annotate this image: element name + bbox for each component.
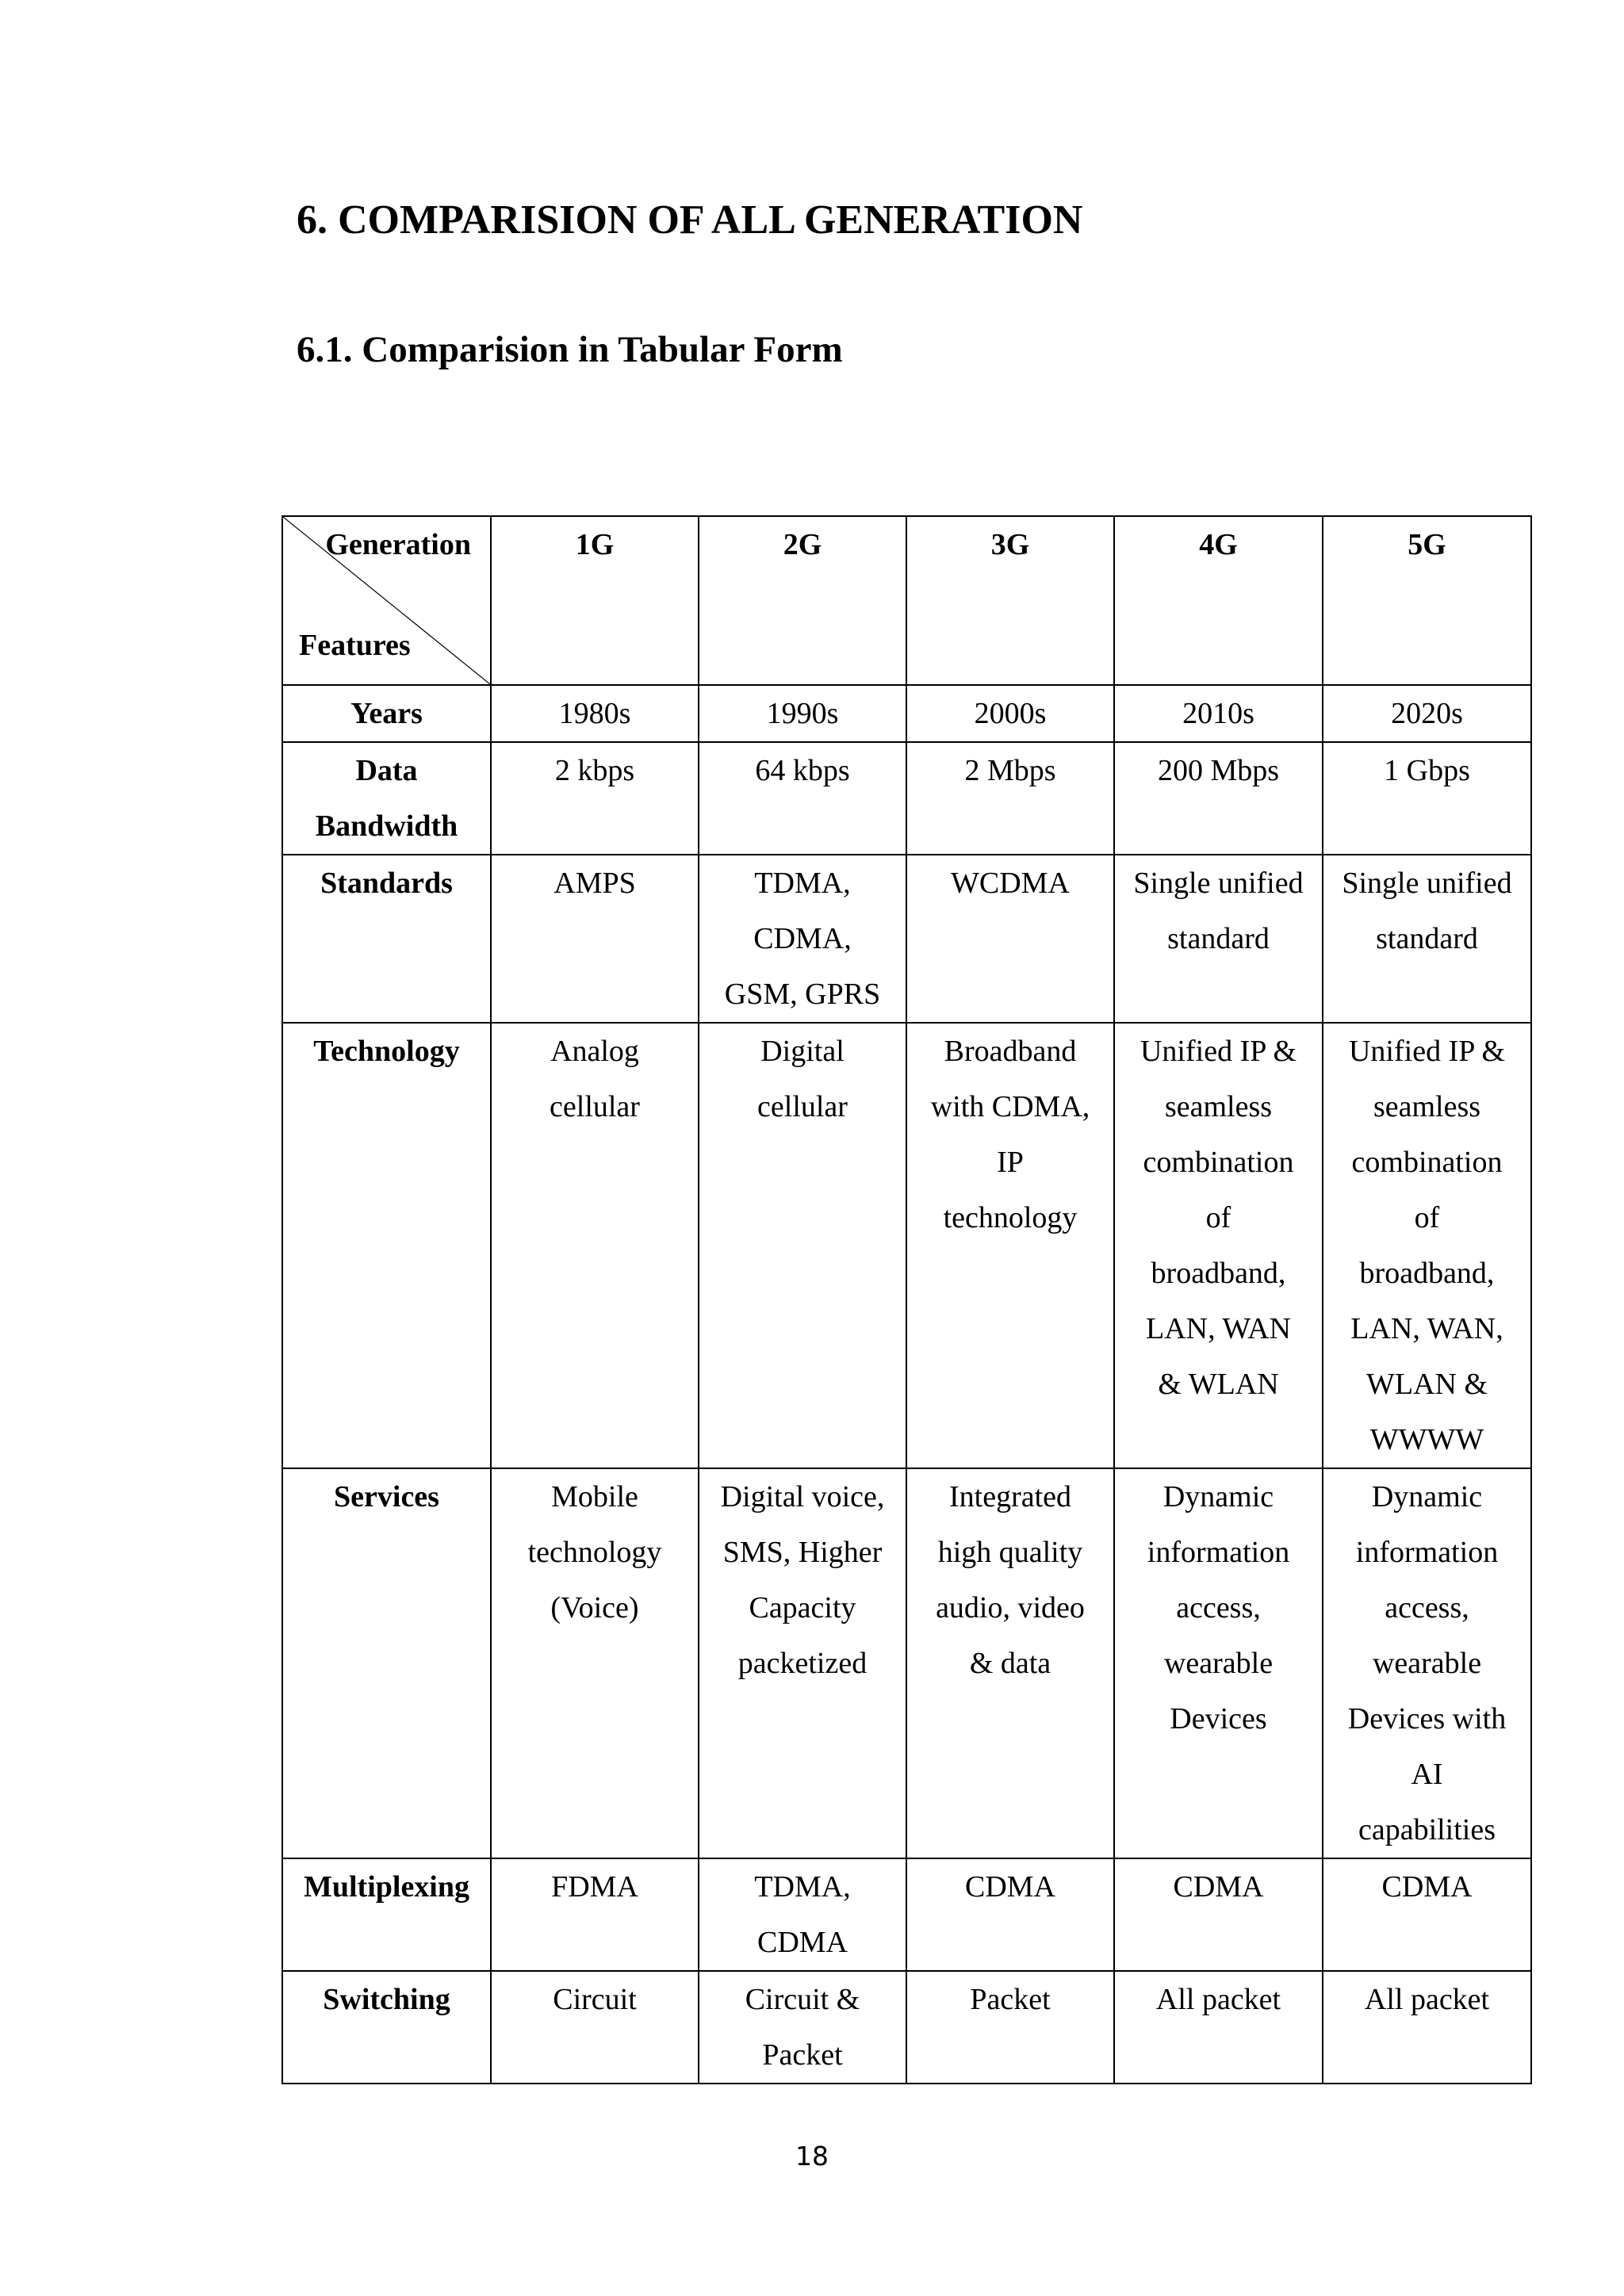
cell-text-line: IP <box>997 1146 1024 1179</box>
table-cell <box>1114 1468 1323 1858</box>
cell-text-line: combination <box>1143 1146 1294 1179</box>
table-cell <box>699 1971 906 2084</box>
cell-text-line: broadband, <box>1151 1257 1286 1290</box>
feature-label-cell <box>282 1971 491 2084</box>
cell-text-line: 2010s <box>1182 697 1254 730</box>
table-cell <box>491 1468 699 1858</box>
cell-text-line: high quality <box>937 1536 1083 1569</box>
cell-text-line: TDMA, <box>754 1870 851 1904</box>
table-cell <box>1323 1971 1531 2084</box>
cell-text-line: LAN, WAN, <box>1350 1312 1503 1345</box>
table-cell <box>906 1468 1114 1858</box>
cell-text-line: technology <box>527 1536 662 1569</box>
table-row <box>282 855 1531 1023</box>
cell-text-line: Mobile <box>551 1480 638 1513</box>
table-row <box>282 1858 1531 1971</box>
table-cell <box>699 1858 906 1971</box>
cell-text-line: audio, video <box>936 1591 1085 1624</box>
cell-text-line: 2 kbps <box>554 754 635 787</box>
cell-text-line: information <box>1147 1536 1290 1569</box>
table-cell <box>1323 855 1531 1023</box>
table-row <box>282 1971 1531 2084</box>
cell-text-line: cellular <box>550 1090 640 1123</box>
table-row <box>282 1468 1531 1858</box>
generation-header-2g: 2G <box>699 516 906 685</box>
cell-text-line: Dynamic <box>1371 1480 1483 1513</box>
feature-label-line: Data <box>355 754 418 787</box>
feature-label-line: Years <box>350 697 423 730</box>
feature-label-cell <box>282 1023 491 1468</box>
page-number: 18 <box>795 2141 829 2172</box>
cell-text-line: Digital <box>760 1035 845 1068</box>
table-row <box>282 742 1531 855</box>
table-cell <box>491 1858 699 1971</box>
corner-features-label: Features <box>299 629 411 662</box>
feature-label-cell <box>282 855 491 1023</box>
cell-text-line: AMPS <box>553 867 636 900</box>
feature-label-cell <box>282 1468 491 1858</box>
cell-text-line: Devices with <box>1347 1702 1507 1735</box>
feature-label-cell <box>282 742 491 855</box>
feature-label-line: Standards <box>320 867 453 900</box>
cell-text-line: CDMA <box>756 1926 848 1959</box>
table-cell <box>699 1023 906 1468</box>
cell-text-line: packetized <box>737 1647 868 1680</box>
cell-text-line: Unified IP & <box>1139 1035 1297 1068</box>
cell-text-line: 1 Gbps <box>1384 754 1470 787</box>
generation-header-1g: 1G <box>491 516 699 685</box>
cell-text-line: CDMA <box>1173 1870 1264 1904</box>
cell-text-line: CDMA <box>964 1870 1056 1904</box>
cell-text-line: Integrated <box>948 1480 1072 1513</box>
cell-text-line: AI <box>1411 1758 1443 1791</box>
cell-text-line: Single unified <box>1342 867 1512 900</box>
cell-text-line: WCDMA <box>951 867 1070 900</box>
table-cell <box>699 685 906 742</box>
table-cell <box>1114 685 1323 742</box>
cell-text-line: technology <box>943 1201 1078 1234</box>
feature-label-cell <box>282 1858 491 1971</box>
cell-text-line: & data <box>969 1647 1051 1680</box>
cell-text-line: WLAN & <box>1365 1368 1488 1401</box>
cell-text-line: SMS, Higher <box>722 1536 883 1569</box>
cell-text-line: of <box>1205 1201 1231 1234</box>
cell-text-line: 64 kbps <box>755 754 850 787</box>
cell-text-line: CDMA <box>1381 1870 1473 1904</box>
table-cell <box>1114 1023 1323 1468</box>
header-row <box>282 516 1531 685</box>
corner-header-cell <box>282 516 491 685</box>
feature-label-line: Technology <box>313 1035 460 1068</box>
cell-text-line: Circuit <box>553 1983 637 2016</box>
table-cell <box>906 742 1114 855</box>
table-row <box>282 1023 1531 1468</box>
corner-generation-label: Generation <box>325 528 471 561</box>
table-cell <box>1323 1468 1531 1858</box>
cell-text-line: wearable <box>1372 1647 1482 1680</box>
subsection-heading: 6.1. Comparision in Tabular Form <box>297 329 843 370</box>
cell-text-line: with CDMA, <box>930 1090 1090 1123</box>
table-cell <box>906 1971 1114 2084</box>
comparison-table-body <box>282 516 1531 2084</box>
table-cell <box>1323 742 1531 855</box>
cell-text-line: standard <box>1167 922 1270 955</box>
table-cell <box>491 742 699 855</box>
cell-text-line: Digital voice, <box>720 1480 885 1513</box>
cell-text-line: Dynamic <box>1162 1480 1274 1513</box>
cell-text-line: Devices <box>1170 1702 1267 1735</box>
section-heading: 6. COMPARISION OF ALL GENERATION <box>297 197 1083 243</box>
cell-text-line: of <box>1414 1201 1440 1234</box>
feature-label-line: Bandwidth <box>315 809 458 843</box>
table-cell <box>699 855 906 1023</box>
table-cell <box>491 1023 699 1468</box>
table-cell <box>699 1468 906 1858</box>
cell-text-line: Unified IP & <box>1348 1035 1505 1068</box>
feature-label-line: Switching <box>323 1983 450 2016</box>
cell-text-line: Broadband <box>944 1035 1077 1068</box>
cell-text-line: Single unified <box>1133 867 1304 900</box>
cell-text-line: & WLAN <box>1158 1368 1279 1401</box>
cell-text-line: GSM, GPRS <box>724 978 881 1011</box>
table-cell <box>1114 1858 1323 1971</box>
cell-text-line: TDMA, <box>754 867 851 900</box>
cell-text-line: seamless <box>1373 1090 1481 1123</box>
table-cell <box>1114 1971 1323 2084</box>
table-cell <box>699 742 906 855</box>
table-cell <box>906 855 1114 1023</box>
cell-text-line: 1980s <box>558 697 631 730</box>
cell-text-line: WWWW <box>1369 1423 1484 1456</box>
cell-text-line: Packet <box>970 1983 1051 2016</box>
cell-text-line: seamless <box>1164 1090 1273 1123</box>
cell-text-line: (Voice) <box>550 1591 639 1624</box>
table-cell <box>1323 685 1531 742</box>
cell-text-line: 2 Mbps <box>964 754 1056 787</box>
cell-text-line: information <box>1355 1536 1499 1569</box>
table-cell <box>1114 855 1323 1023</box>
cell-text-line: CDMA, <box>753 922 852 955</box>
cell-text-line: access, <box>1176 1591 1261 1624</box>
table-cell <box>906 1023 1114 1468</box>
cell-text-line: Circuit & <box>745 1983 860 2016</box>
table-cell <box>491 1971 699 2084</box>
table-cell <box>906 685 1114 742</box>
cell-text-line: All packet <box>1364 1983 1490 2016</box>
feature-label-line: Multiplexing <box>303 1870 470 1904</box>
table-cell <box>906 1858 1114 1971</box>
generation-header-5g: 5G <box>1323 516 1531 685</box>
cell-text-line: standard <box>1376 922 1478 955</box>
cell-text-line: access, <box>1385 1591 1469 1624</box>
cell-text-line: 1990s <box>766 697 839 730</box>
cell-text-line: 2020s <box>1391 697 1463 730</box>
cell-text-line: Packet <box>762 2038 843 2072</box>
cell-text-line: All packet <box>1155 1983 1281 2016</box>
cell-text-line: Analog <box>550 1035 639 1068</box>
cell-text-line: wearable <box>1163 1647 1274 1680</box>
table-cell <box>1114 742 1323 855</box>
cell-text-line: LAN, WAN <box>1146 1312 1291 1345</box>
cell-text-line: combination <box>1351 1146 1503 1179</box>
feature-label-cell <box>282 685 491 742</box>
comparison-table <box>282 515 1532 2084</box>
cell-text-line: FDMA <box>551 1870 638 1904</box>
cell-text-line: capabilities <box>1358 1813 1496 1846</box>
cell-text-line: 2000s <box>974 697 1047 730</box>
generation-header-3g: 3G <box>906 516 1114 685</box>
table-cell <box>1323 1858 1531 1971</box>
table-cell <box>491 685 699 742</box>
cell-text-line: 200 Mbps <box>1157 754 1280 787</box>
generation-header-4g: 4G <box>1114 516 1323 685</box>
table-cell <box>1323 1023 1531 1468</box>
cell-text-line: cellular <box>757 1090 848 1123</box>
cell-text-line: broadband, <box>1359 1257 1495 1290</box>
feature-label-line: Services <box>334 1480 439 1513</box>
table-row <box>282 685 1531 742</box>
cell-text-line: Capacity <box>749 1591 856 1624</box>
table-cell <box>491 855 699 1023</box>
